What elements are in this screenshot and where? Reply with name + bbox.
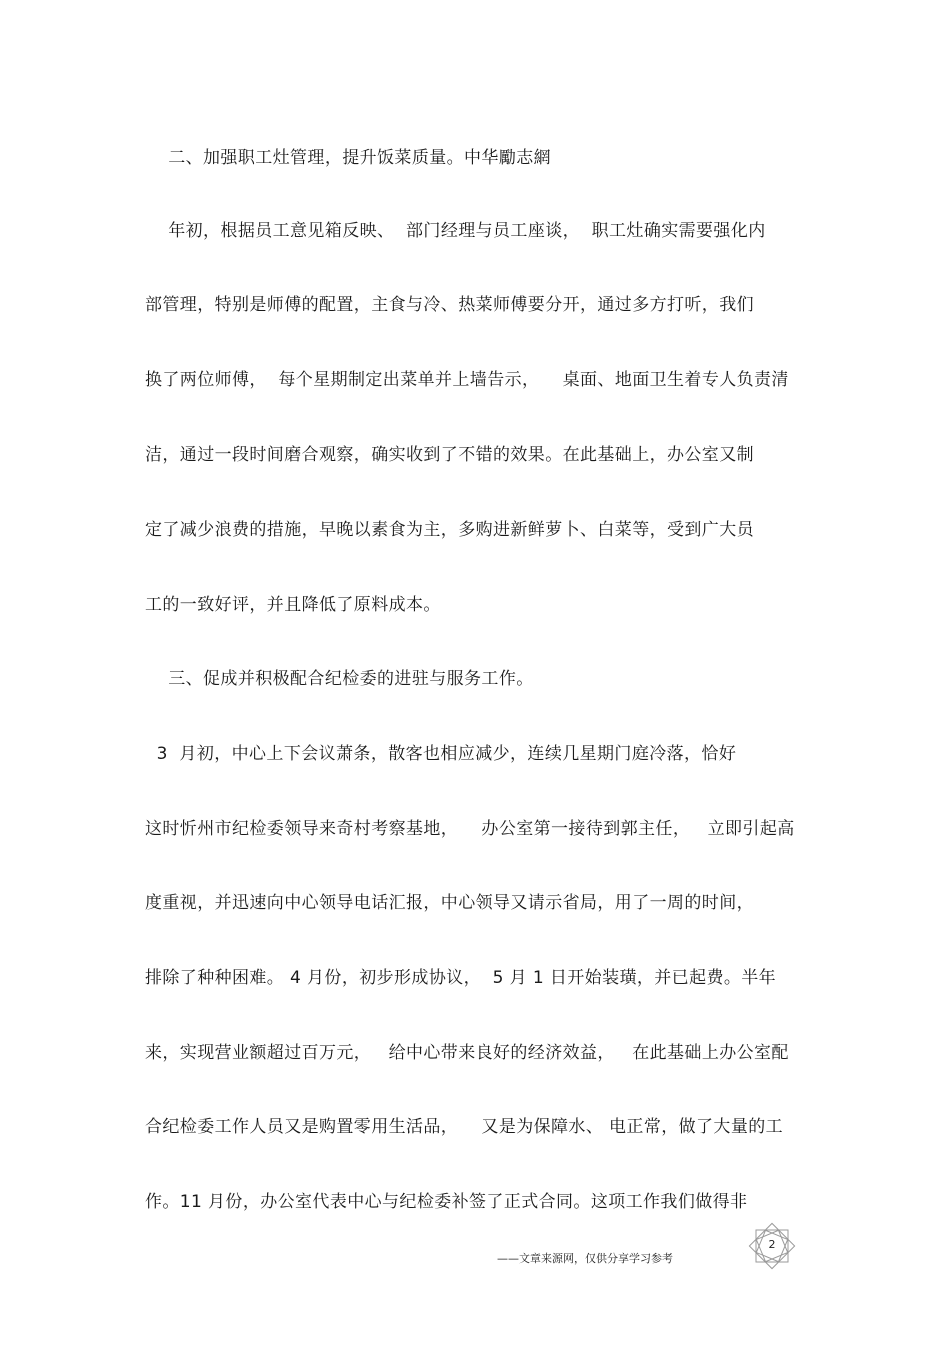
footer-source-note: ——文章来源网，仅供分享学习参考 <box>497 1252 673 1265</box>
section-heading-canteen: 二、加强职工灶管理，提升饭菜质量。中华勵志網 <box>145 148 552 168</box>
body-text-line: 换了两位师傅， 每个星期制定出菜单并上墙告示， 桌面、地面卫生着专人负责清 <box>145 370 789 390</box>
body-text-line: 3 月初，中心上下会议萧条，散客也相应减少，连续几星期门庭冷落，恰好 <box>145 744 737 764</box>
section-heading-discipline: 三、促成并积极配合纪检委的进驻与服务工作。 <box>145 669 534 689</box>
body-text-line: 度重视，并迅速向中心领导电话汇报，中心领导又请示省局，用了一周的时间， <box>145 893 754 913</box>
body-text-line: 这时忻州市纪检委领导来奇村考察基地， 办公室第一接待到郭主任， 立即引起高 <box>145 819 795 839</box>
body-text-line: 洁，通过一段时间磨合观察，确实收到了不错的效果。在此基础上，办公室又制 <box>145 445 754 465</box>
body-text-line: 工的一致好评，并且降低了原料成本。 <box>145 595 441 615</box>
body-text-line: 作。11 月份，办公室代表中心与纪检委补签了正式合同。这项工作我们做得非 <box>145 1192 748 1212</box>
body-text-line: 排除了种种困难。 4 月份，初步形成协议， 5 月 1 日开始装璜，并已起费。半年 <box>145 968 777 988</box>
body-text-line: 年初，根据员工意见箱反映、 部门经理与员工座谈， 职工灶确实需要强化内 <box>145 221 766 241</box>
body-text-line: 部管理，特别是师傅的配置，主食与冷、热菜师傅要分开，通过多方打听，我们 <box>145 295 754 315</box>
page-number: 2 <box>768 1238 776 1251</box>
body-text-line: 定了减少浪费的措施，早晚以素食为主，多购进新鲜萝卜、白菜等，受到广大员 <box>145 520 754 540</box>
body-text-line: 来，实现营业额超过百万元， 给中心带来良好的经济效益， 在此基础上办公室配 <box>145 1043 789 1063</box>
body-text-line: 合纪检委工作人员又是购置零用生活品， 又是为保障水、 电正常，做了大量的工 <box>145 1117 784 1137</box>
page-number-badge <box>748 1222 796 1270</box>
